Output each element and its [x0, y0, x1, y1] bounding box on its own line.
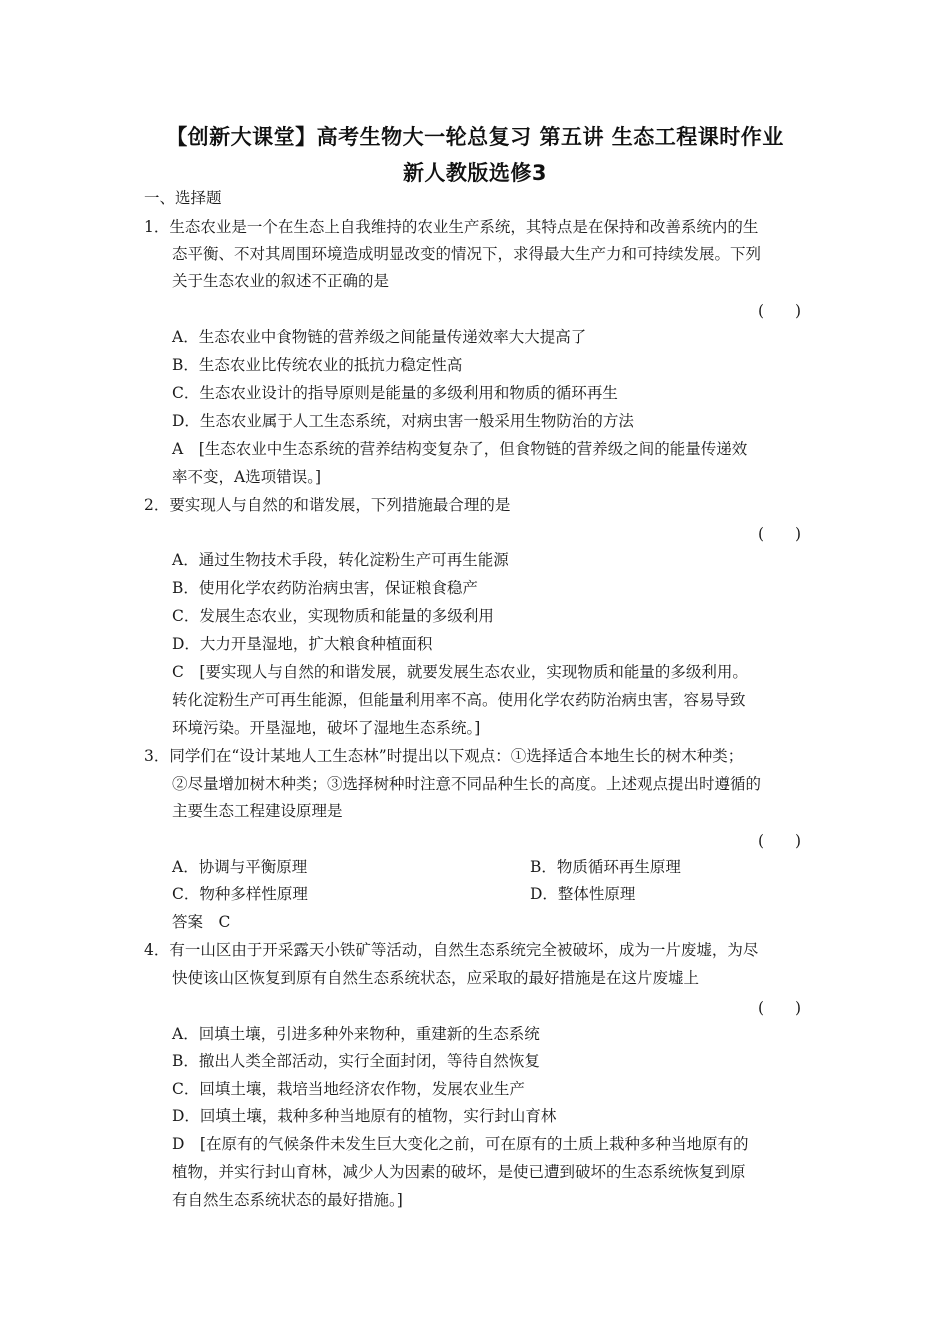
q2-option: D．大力开垦湿地，扩大粮食种植面积	[172, 635, 433, 653]
q4-explanation: 有自然生态系统状态的最好措施。]	[172, 1191, 403, 1209]
q3-option: C．物种多样性原理	[172, 885, 308, 903]
q4-explanation: D [在原有的气候条件未发生巨大变化之前，可在原有的土质上栽种多种当地原有的	[172, 1135, 749, 1153]
q1-option: C．生态农业设计的指导原则是能量的多级利用和物质的循环再生	[172, 384, 618, 402]
q1-option: B．生态农业比传统农业的抵抗力稳定性高	[172, 356, 463, 374]
q3-option: B．物质循环再生原理	[530, 858, 681, 876]
q1-explanation: A [生态农业中生态系统的营养结构变复杂了，但食物链的营养级之间的能量传递效	[172, 440, 748, 458]
q3-stem-line: 主要生态工程建设原理是	[172, 802, 343, 820]
q1-stem-line: 态平衡、不对其周围环境造成明显改变的情况下，求得最大生产力和可持续发展。下列	[172, 245, 762, 263]
q3-answer: 答案 C	[172, 913, 231, 931]
q2-explanation: 环境污染。开垦湿地，破坏了湿地生态系统。]	[172, 719, 481, 737]
q1-stem-line: 1．生态农业是一个在生态上自我维持的农业生产系统，其特点是在保持和改善系统内的生	[144, 218, 759, 236]
doc-title-line2: 新人教版选修3	[402, 161, 548, 185]
doc-title-line1: 【创新大课堂】高考生物大一轮总复习 第五讲 生态工程课时作业	[166, 125, 784, 149]
q2-option: A．通过生物技术手段，转化淀粉生产可再生能源	[172, 551, 509, 569]
q2-explanation: C [要实现人与自然的和谐发展，就要发展生态农业，实现物质和能量的多级利用。	[172, 663, 748, 681]
q1-answer-blank: ( )	[758, 302, 802, 320]
q4-answer-blank: ( )	[758, 999, 802, 1017]
q4-option: C．回填土壤，栽培当地经济农作物，发展农业生产	[172, 1080, 525, 1098]
q3-stem-line: 3．同学们在“设计某地人工生态林”时提出以下观点：①选择适合本地生长的树木种类；	[144, 747, 744, 765]
q4-explanation: 植物，并实行封山育林，减少人为因素的破坏，是使已遭到破坏的生态系统恢复到原	[172, 1163, 746, 1181]
q4-option: D．回填土壤，栽种多种当地原有的植物，实行封山育林	[172, 1107, 557, 1125]
q2-explanation: 转化淀粉生产可再生能源，但能量利用率不高。使用化学农药防治病虫害，容易导致	[172, 691, 746, 709]
q4-option: B．撤出人类全部活动，实行全面封闭，等待自然恢复	[172, 1052, 540, 1070]
q1-stem-line: 关于生态农业的叙述不正确的是	[172, 272, 390, 290]
q3-option: A．协调与平衡原理	[172, 858, 308, 876]
q1-option: D．生态农业属于人工生态系统，对病虫害一般采用生物防治的方法	[172, 412, 634, 430]
section-heading: 一、选择题	[144, 189, 222, 207]
q2-option: C．发展生态农业，实现物质和能量的多级利用	[172, 607, 494, 625]
q4-option: A．回填土壤，引进多种外来物种，重建新的生态系统	[172, 1025, 540, 1043]
q1-option: A．生态农业中食物链的营养级之间能量传递效率大大提高了	[172, 328, 587, 346]
q1-explanation: 率不变，A选项错误。]	[172, 468, 321, 486]
q3-stem-line: ②尽量增加树木种类；③选择树种时注意不同品种生长的高度。上述观点提出时遵循的	[172, 775, 762, 793]
q4-stem-line: 快使该山区恢复到原有自然生态系统状态，应采取的最好措施是在这片废墟上	[172, 969, 700, 987]
q3-answer-blank: ( )	[758, 832, 802, 850]
q4-stem-line: 4．有一山区由于开采露天小铁矿等活动，自然生态系统完全被破坏，成为一片废墟，为尽	[144, 941, 759, 959]
q2-stem-line: 2．要实现人与自然的和谐发展，下列措施最合理的是	[144, 496, 511, 514]
q3-option: D．整体性原理	[530, 885, 636, 903]
q2-option: B．使用化学农药防治病虫害，保证粮食稳产	[172, 579, 478, 597]
q2-answer-blank: ( )	[758, 525, 802, 543]
